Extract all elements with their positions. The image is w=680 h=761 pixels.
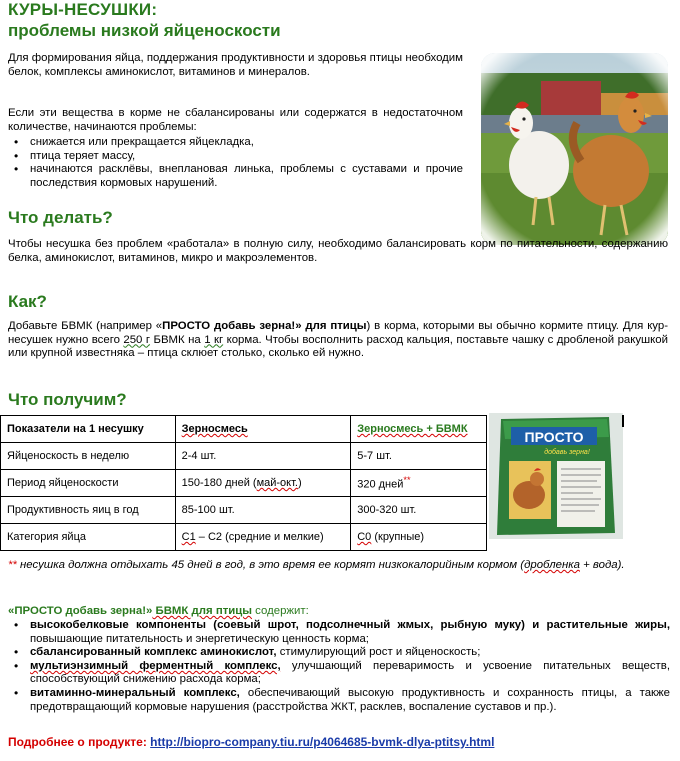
footnote: ** несушка должна отдыхать 45 дней в год, в это время ее кормят низкокалорийным кормом (дробленка + вода).	[8, 559, 625, 571]
pack-brand: ПРОСТО	[524, 429, 584, 445]
list-item: • начинаются расклёвы, внеплановая линька, проблемы с суставами и прочие последствия кормовых нарушений.	[30, 163, 463, 190]
list-item: • высокобелковые компоненты (соевый шрот, подсолнечный жмых, рыбную муку) и растительные жиры, повышающие питательность и энергетическую ценность корма;	[30, 619, 670, 646]
table-cell: С1 – С2 (средние и мелкие)	[175, 524, 351, 551]
footnote-mark: **	[403, 475, 411, 486]
product-name: ПРОСТО добавь зерна!» для птицы	[162, 320, 367, 332]
table-row	[1, 443, 487, 470]
list-item: • птица теряет массу,	[30, 150, 463, 164]
heading-result: Что получим?	[8, 390, 127, 409]
page-subtitle: проблемы низкой яйценоскости	[8, 21, 281, 40]
table-cell: 2-4 шт.	[175, 443, 351, 470]
intro-paragraph-1: Для формирования яйца, поддержания продуктивности и здоровья птицы необходим белок, комплексы аминокислот, витаминов и минералов.	[8, 52, 463, 78]
list-item: • мультиэнзимный ферментный комплекс, улучшающий переваримость и усвоение питательных веществ, способствующий снижению расхода корма;	[30, 660, 670, 687]
table-header-row	[1, 416, 487, 443]
more-info	[8, 735, 494, 749]
table-header: Зерносмесь	[175, 416, 351, 443]
comparison-table	[0, 415, 487, 551]
table-row	[1, 524, 487, 551]
table-cell: 5-7 шт.	[351, 443, 487, 470]
table-cell: Продуктивность яиц в год	[1, 497, 176, 524]
page-title: КУРЫ-НЕСУШКИ:	[8, 0, 158, 19]
table-cell: 85-100 шт.	[175, 497, 351, 524]
contains-list	[8, 619, 670, 714]
more-label: Подробнее о продукте:	[8, 735, 147, 749]
table-cell: 150-180 дней (май-окт.)	[175, 470, 351, 497]
divider	[622, 415, 624, 427]
chickens-photo	[481, 53, 668, 245]
heading-how: Как?	[8, 292, 47, 311]
intro-paragraph-2: Если эти вещества в корме не сбалансированы или содержатся в недостаточном количестве, начинаются проблемы:	[8, 107, 463, 133]
table-cell: Период яйценоскости	[1, 470, 176, 497]
table-header: Показатели на 1 несушку	[1, 416, 176, 443]
what-to-do-paragraph: Чтобы несушка без проблем «работала» в полную силу, необходимо балансировать корм по питательности, содержанию белка, аминокислот, витаминов, микро и макроэлементов.	[8, 238, 668, 264]
contains-heading: «ПРОСТО добавь зерна!» БВМК для птицы содержит:	[8, 605, 309, 617]
list-item: • снижается или прекращается яйцекладка,	[30, 136, 463, 150]
problems-list	[8, 136, 463, 190]
product-package-image	[489, 413, 623, 539]
table-header: Зерносмесь + БВМК	[351, 416, 487, 443]
table-cell: 300-320 шт.	[351, 497, 487, 524]
table-cell: Категория яйца	[1, 524, 176, 551]
table-cell: С0 (крупные)	[351, 524, 487, 551]
table-row	[1, 497, 487, 524]
heading-what-to-do: Что делать?	[8, 208, 113, 227]
pack-subtitle: добавь зерна!	[544, 449, 590, 456]
table-row	[1, 470, 487, 497]
how-paragraph: Добавьте БВМК (например «ПРОСТО добавь зерна!» для птицы) в корма, которыми вы обычно кормите птицу. Для кур-несушек нужно всего 250 г БВМК на 1 кг корма. Чтобы восполнить расход кальция, поставьте чашку с дробленой ракушкой или крупной известняка – птица склюет столько, сколько ей нужно.	[8, 320, 669, 360]
product-link[interactable]: http://biopro-company.tiu.ru/p4064685-bvmk-dlya-ptitsy.html	[150, 735, 495, 749]
table-cell: 320 дней**	[351, 470, 487, 497]
table-cell: Яйценоскость в неделю	[1, 443, 176, 470]
list-item: • сбалансированный комплекс аминокислот, стимулирующий рост и яйценоскость;	[30, 646, 670, 660]
list-item: • витаминно-минеральный комплекс, обеспечивающий высокую продуктивность и сохранность птицы, а также предотвращающий кормовые нарушения (расстройства ЖКТ, расклев, воспаление суставов и пр.).	[30, 687, 670, 714]
